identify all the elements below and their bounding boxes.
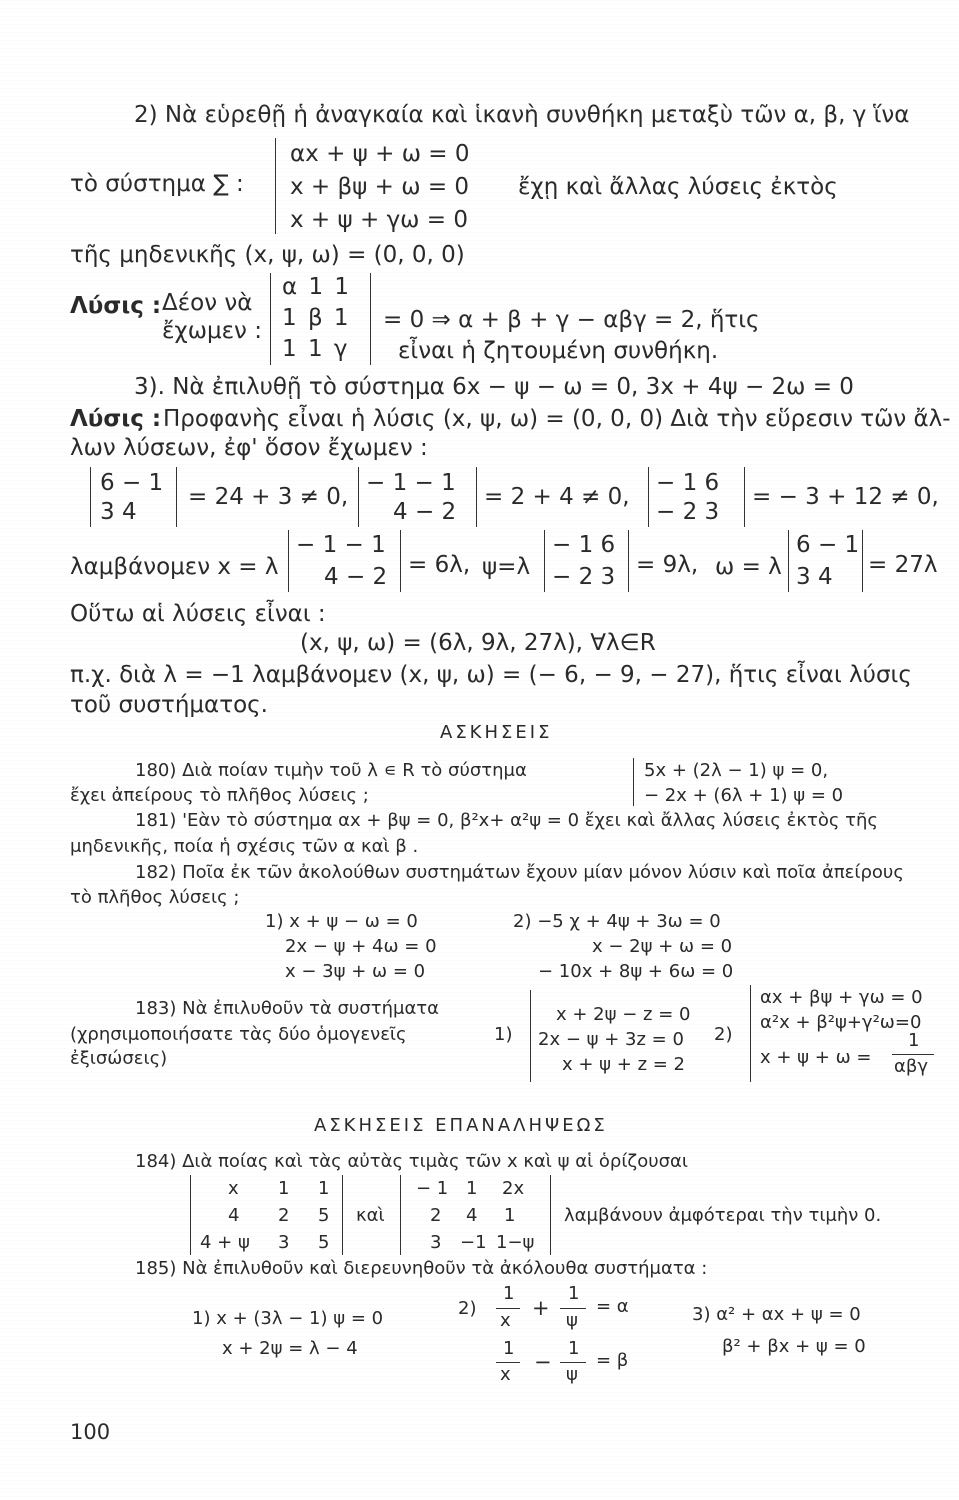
matrix-cell: 1 bbox=[278, 1178, 290, 1199]
equation: 1) x + (3λ − 1) ψ = 0 bbox=[192, 1308, 384, 1329]
text: Οὕτω αἱ λύσεις εἶναι : bbox=[70, 601, 326, 627]
determinant-row: 1 β 1 bbox=[282, 305, 349, 331]
fraction-bar bbox=[892, 1054, 934, 1055]
fraction-denominator: x bbox=[500, 1310, 511, 1331]
text: λαμβάνομεν x = λ bbox=[70, 554, 279, 580]
det-value: = 2 + 4 ≠ 0, bbox=[484, 484, 630, 510]
exercise-182: 182) Ποῖα ἐκ τῶν ἀκολούθων συστημάτων ἔχουν μίαν μόνον λύσιν καὶ ποῖα ἀπείρους bbox=[135, 862, 904, 883]
equation: β² + βx + ψ = 0 bbox=[722, 1336, 866, 1357]
det-cell: − 1 6 bbox=[656, 470, 720, 496]
matrix-cell: 4 + ψ bbox=[200, 1232, 250, 1253]
system-label: τὸ σύστημα ∑ : bbox=[70, 171, 244, 197]
example: π.χ. διὰ λ = −1 λαμβάνομεν (x, ψ, ω) = (− 6, − 9, − 27), ἥτις εἶναι λύσις bbox=[70, 662, 912, 688]
fraction-denominator: x bbox=[500, 1364, 511, 1385]
system-brace bbox=[530, 990, 531, 1082]
equation: αx + βψ + γω = 0 bbox=[760, 987, 923, 1008]
exercise-181: μηδενικῆς, ποία ἡ σχέσις τῶν α καὶ β . bbox=[70, 836, 419, 857]
matrix-cell: x bbox=[228, 1178, 239, 1199]
determinant-row: α 1 1 bbox=[282, 274, 350, 300]
matrix-cell: 1 bbox=[318, 1178, 330, 1199]
det-cell: 3 4 bbox=[796, 564, 833, 590]
det-cell: 3 4 bbox=[100, 499, 137, 525]
equation: 2) −5 χ + 4ψ + 3ω = 0 bbox=[513, 911, 721, 932]
det-cell: − 1 6 bbox=[552, 532, 616, 558]
fraction-numerator: 1 bbox=[568, 1283, 580, 1304]
det-cell: − 1 − 1 bbox=[366, 470, 456, 496]
exercise-183: 183) Νὰ ἐπιλυθοῦν τὰ συστήματα bbox=[135, 998, 440, 1019]
system-brace bbox=[750, 985, 751, 1082]
det-value: = − 3 + 12 ≠ 0, bbox=[752, 484, 939, 510]
section-title: ΑΣΚΗΣΕΙΣ bbox=[440, 722, 553, 743]
example: τοῦ συστήματος. bbox=[70, 692, 268, 718]
exercise-183: (χρησιμοποιήσατε τὰς δύο ὁμογενεῖς bbox=[70, 1024, 407, 1045]
exercise-184: 184) Διὰ ποίας καὶ τὰς αὐτὰς τιμὰς τῶν x καὶ ψ αἱ ὁρίζουσαι bbox=[135, 1151, 688, 1172]
fraction-bar bbox=[560, 1308, 586, 1309]
text: ψ=λ bbox=[482, 554, 531, 580]
condition-result: = 0 ⇒ α + β + γ − αβγ = 2, ἥτις bbox=[383, 307, 760, 333]
det-cell: 6 − 1 bbox=[796, 532, 860, 558]
det-bar bbox=[400, 1175, 401, 1255]
det-value: = 27λ bbox=[868, 552, 938, 578]
equation: x + ψ + z = 2 bbox=[562, 1054, 686, 1075]
det-bar bbox=[744, 467, 745, 527]
text: ω = λ bbox=[715, 554, 782, 580]
exercise-180: ἔχει ἀπείρους τὸ πλῆθος λύσεις ; bbox=[70, 785, 369, 806]
equation: x + 2ψ − z = 0 bbox=[556, 1004, 691, 1025]
equation-rhs: = β bbox=[596, 1350, 629, 1371]
condition-text: ἔχῃ καὶ ἄλλας λύσεις ἐκτὸς bbox=[518, 174, 838, 200]
matrix-cell: 5 bbox=[318, 1205, 330, 1226]
fraction-denominator: ψ bbox=[566, 1364, 578, 1385]
det-bar bbox=[862, 530, 863, 592]
det-cell: − 2 3 bbox=[552, 564, 616, 590]
operator: + bbox=[532, 1296, 550, 1320]
matrix-cell: 1 bbox=[466, 1178, 478, 1199]
det-cell: − 2 3 bbox=[656, 499, 720, 525]
determinant-bar-left bbox=[270, 273, 271, 365]
det-bar bbox=[628, 530, 629, 592]
text: λαμβάνουν ἀμφότεραι τὴν τιμὴν 0. bbox=[564, 1205, 882, 1226]
matrix-cell: 3 bbox=[430, 1232, 442, 1253]
page-number: 100 bbox=[70, 1420, 111, 1444]
fraction-numerator: 1 bbox=[503, 1283, 515, 1304]
equation: x + βψ + ω = 0 bbox=[290, 174, 470, 200]
equation: − 2x + (6λ + 1) ψ = 0 bbox=[644, 785, 844, 806]
det-bar bbox=[550, 1175, 551, 1255]
equation: α²x + β²ψ+γ²ω=0 bbox=[760, 1012, 922, 1033]
det-bar bbox=[90, 467, 91, 527]
matrix-cell: 2x bbox=[502, 1178, 525, 1199]
general-solution: (x, ψ, ω) = (6λ, 9λ, 27λ), ∀λ∈R bbox=[300, 630, 656, 656]
matrix-cell: 1−ψ bbox=[496, 1232, 535, 1253]
equation: x − 2ψ + ω = 0 bbox=[592, 936, 733, 957]
system-brace bbox=[275, 138, 276, 234]
det-cell: 4 − 2 bbox=[324, 564, 388, 590]
equation: x + 2ψ = λ − 4 bbox=[222, 1338, 358, 1359]
fraction-numerator: 1 bbox=[568, 1338, 580, 1359]
det-cell: − 1 − 1 bbox=[296, 532, 386, 558]
paragraph: Προφανὴς εἶναι ἡ λύσις (x, ψ, ω) = (0, 0, 0) Διὰ τὴν εὕρεσιν τῶν ἄλ- bbox=[163, 406, 951, 432]
exercise-185: 185) Νὰ ἐπιλυθοῦν καὶ διερευνηθοῦν τὰ ἀκόλουθα συστήματα : bbox=[135, 1258, 708, 1279]
det-bar bbox=[544, 530, 545, 592]
exercise-181: 181) 'Εὰν τὸ σύστημα αx + βψ = 0, β²x+ α²ψ = 0 ἔχει καὶ ἄλλας λύσεις ἐκτὸς τῆς bbox=[135, 810, 878, 831]
det-value: = 24 + 3 ≠ 0, bbox=[188, 484, 349, 510]
problem3-intro: 3). Νὰ ἐπιλυθῇ τὸ σύστημα 6x − ψ − ω = 0, 3x + 4ψ − 2ω = 0 bbox=[134, 374, 854, 400]
matrix-cell: 4 bbox=[466, 1205, 478, 1226]
det-value: = 9λ, bbox=[636, 552, 699, 578]
exercise-183: ἐξισώσεις) bbox=[70, 1048, 168, 1069]
det-bar bbox=[648, 467, 649, 527]
condition-conclusion: εἶναι ἡ ζητουμένη συνθήκη. bbox=[398, 338, 719, 364]
determinant-row: 1 1 γ bbox=[282, 336, 348, 362]
fraction-bar bbox=[496, 1362, 520, 1363]
text: ἔχωμεν : bbox=[162, 318, 262, 344]
trivial-solution: τῆς μηδενικῆς (x, ψ, ω) = (0, 0, 0) bbox=[70, 242, 465, 268]
det-bar bbox=[400, 530, 401, 592]
det-bar bbox=[190, 1175, 191, 1255]
fraction-numerator: 1 bbox=[908, 1030, 920, 1051]
fraction-denominator: αβγ bbox=[894, 1056, 929, 1077]
system-brace bbox=[633, 758, 634, 806]
label: 1) bbox=[494, 1024, 513, 1045]
det-bar bbox=[788, 530, 789, 592]
paragraph: λων λύσεων, ἐφ' ὅσον ἔχωμεν : bbox=[70, 435, 428, 461]
conjunction: καὶ bbox=[356, 1205, 385, 1226]
det-bar bbox=[358, 467, 359, 527]
matrix-cell: 1 bbox=[504, 1205, 516, 1226]
equation: 5x + (2λ − 1) ψ = 0, bbox=[644, 760, 829, 781]
equation: x + ψ + ω = bbox=[760, 1047, 872, 1068]
matrix-cell: 3 bbox=[278, 1232, 290, 1253]
equation: x − 3ψ + ω = 0 bbox=[285, 961, 426, 982]
equation: 1) x + ψ − ω = 0 bbox=[265, 911, 418, 932]
det-bar bbox=[342, 1175, 343, 1255]
fraction-denominator: ψ bbox=[566, 1310, 578, 1331]
equation: x + ψ + γω = 0 bbox=[290, 207, 468, 233]
fraction-bar bbox=[560, 1362, 586, 1363]
exercise-182: τὸ πλῆθος λύσεις ; bbox=[70, 887, 240, 908]
det-cell: 4 − 2 bbox=[393, 499, 457, 525]
equation: 2x − ψ + 3z = 0 bbox=[538, 1029, 684, 1050]
matrix-cell: − 1 bbox=[416, 1178, 449, 1199]
matrix-cell: 4 bbox=[228, 1205, 240, 1226]
equation: 2x − ψ + 4ω = 0 bbox=[285, 936, 437, 957]
matrix-cell: 2 bbox=[430, 1205, 442, 1226]
det-cell: 6 − 1 bbox=[100, 470, 164, 496]
solution-label: Λύσις : bbox=[70, 293, 162, 319]
det-value: = 6λ, bbox=[408, 552, 471, 578]
label: 2) bbox=[714, 1024, 733, 1045]
det-bar bbox=[288, 530, 289, 592]
section-title: ΑΣΚΗΣΕΙΣ ΕΠΑΝΑΛΗΨΕΩΣ bbox=[314, 1115, 608, 1136]
equation: αx + ψ + ω = 0 bbox=[290, 141, 470, 167]
matrix-cell: 2 bbox=[278, 1205, 290, 1226]
fraction-numerator: 1 bbox=[503, 1338, 515, 1359]
det-bar bbox=[476, 467, 477, 527]
problem2-intro: 2) Νὰ εὑρεθῇ ἡ ἀναγκαία καὶ ἱκανὴ συνθήκη μεταξὺ τῶν α, β, γ ἵνα bbox=[134, 102, 910, 128]
equation-rhs: = α bbox=[596, 1296, 629, 1317]
label: 2) bbox=[458, 1298, 477, 1319]
matrix-cell: −1 bbox=[460, 1232, 487, 1253]
fraction-bar bbox=[496, 1308, 520, 1309]
exercise-180: 180) Διὰ ποίαν τιμὴν τοῦ λ ∊ R τὸ σύστημα bbox=[135, 760, 527, 781]
text: Δέον νὰ bbox=[162, 290, 253, 316]
det-bar bbox=[176, 467, 177, 527]
solution-label: Λύσις : bbox=[70, 406, 162, 432]
determinant-bar-right bbox=[370, 273, 371, 365]
equation: − 10x + 8ψ + 6ω = 0 bbox=[538, 961, 734, 982]
equation: 3) α² + αx + ψ = 0 bbox=[692, 1304, 861, 1325]
matrix-cell: 5 bbox=[318, 1232, 330, 1253]
operator: − bbox=[534, 1350, 552, 1374]
